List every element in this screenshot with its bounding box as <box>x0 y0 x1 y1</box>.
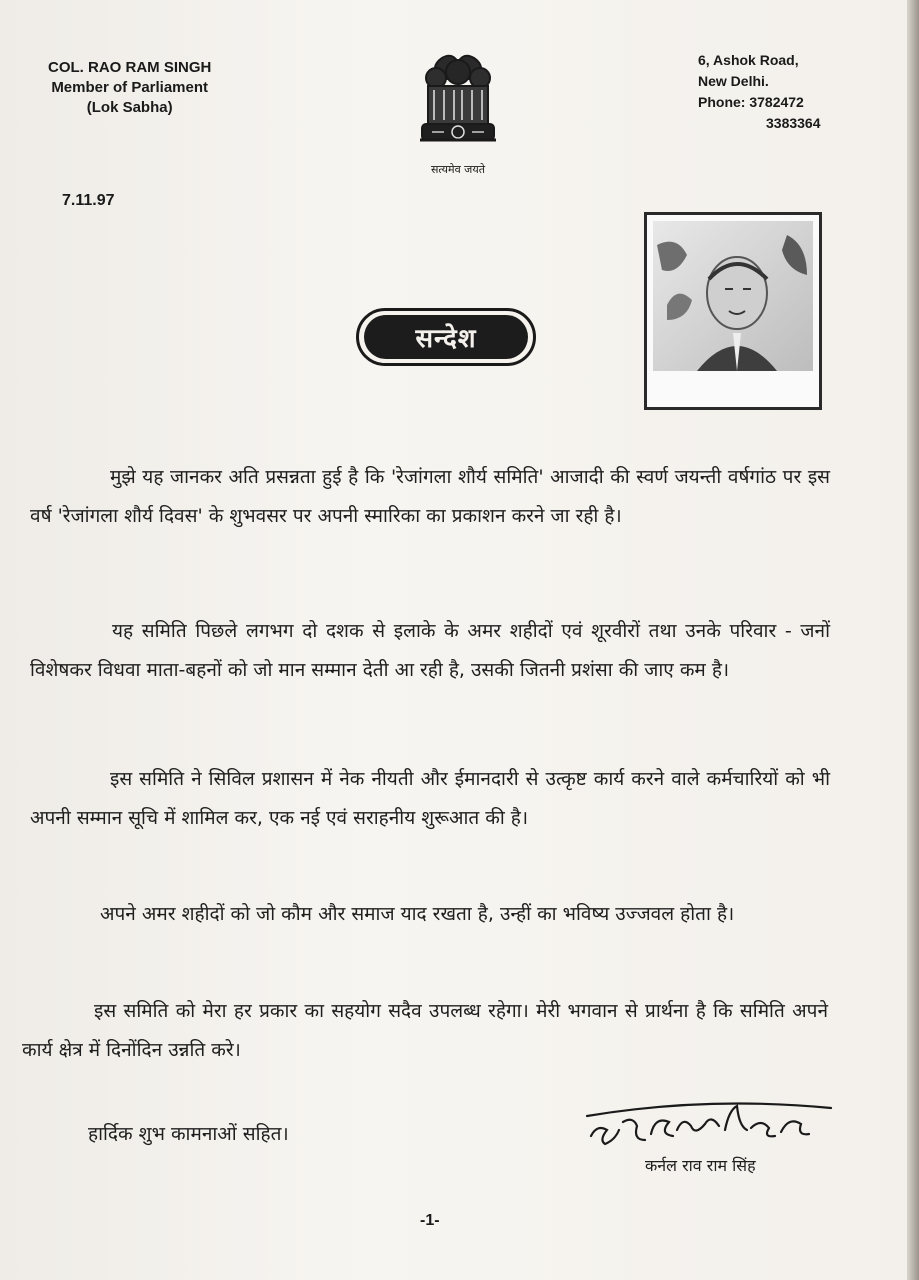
sender-name: COL. RAO RAM SINGH <box>48 59 212 76</box>
message-heading: सन्देश <box>364 315 528 359</box>
sender-block <box>48 58 211 118</box>
emblem-motto: सत्यमेव जयते <box>430 163 485 176</box>
sender-role: Member of Parliament <box>51 79 209 96</box>
closing-line: हार्दिक शुभ कामनाओं सहित। <box>88 1123 289 1145</box>
phone-line: Phone: 3782472 <box>698 94 804 110</box>
letter-date: 7.11.97 <box>62 192 115 209</box>
address-block <box>698 50 821 134</box>
body-paragraph-4: अपने अमर शहीदों को जो कौम और समाज याद रखता है, उन्हीं का भविष्य उज्जवल होता है। <box>100 903 735 925</box>
address-line-2: New Delhi. <box>698 73 769 89</box>
signer-name: कर्नल राव राम सिंह <box>645 1156 756 1175</box>
body-paragraph-5: इस समिति को मेरा हर प्रकार का सहयोग सदैव उपलब्ध रहेगा। मेरी भगवान से प्रार्थना है कि समिति अपने कार्य क्षेत्र में दिनोंदिन उन्नति करे। <box>22 1000 828 1061</box>
sender-house: (Lok Sabha) <box>86 99 173 116</box>
body-paragraph-1: मुझे यह जानकर अति प्रसन्नता हुई है कि 'रेजांगला शौर्य समिति' आजादी की स्वर्ण जयन्ती वर्षगांठ पर इस वर्ष 'रेजांगला शौर्य दिवस' के शुभवसर पर अपनी स्मारिका का प्रकाशन करने जा रही है। <box>30 466 830 527</box>
message-heading-badge <box>356 308 536 366</box>
handwritten-signature <box>585 1100 835 1152</box>
address-line-1: 6, Ashok Road, <box>698 52 799 68</box>
page-number: -1- <box>420 1212 440 1229</box>
phone-line-2: 3383364 <box>766 115 821 131</box>
body-paragraph-2: यह समिति पिछले लगभग दो दशक से इलाके के अमर शहीदों एवं शूरवीरों तथा उनके परिवार - जनों विशेषकर विधवा माता-बहनों को जो मान सम्मान देती आ रही है, उसकी जितनी प्रशंसा की जाए कम है। <box>30 620 830 681</box>
portrait-photo <box>644 212 822 410</box>
page-edge-shadow <box>907 0 919 1280</box>
body-paragraph-3: इस समिति ने सिविल प्रशासन में नेक नीयती और ईमानदारी से उत्कृष्ट कार्य करने वाले कर्मचारियों को भी अपनी सम्मान सूचि में शामिल कर, एक नई एवं सराहनीय शुरूआत की है। <box>30 768 830 829</box>
